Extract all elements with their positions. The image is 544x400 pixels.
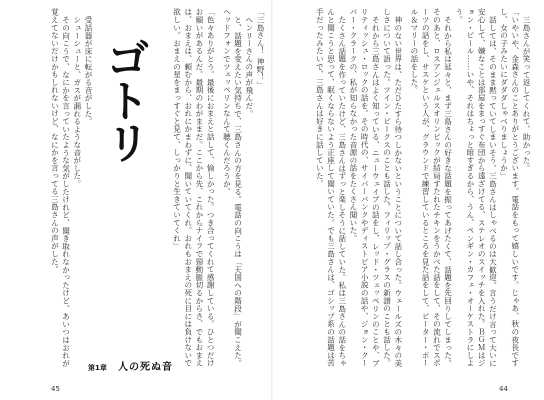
paragraph: それから三島さんはよく知っている、ニューウェイブの話をし、レッド・ツェッペリンのことや、ブリティッシュ・ロックの話を。その時代の、サイパーパンクやディストピア小説の話や、ジョン・クーパー・クラークの、私が知らなかった音源の話をたくさん聞いた。: [348, 8, 381, 367]
paragraph: たくさん話題を作っていたけど、三島さんはずっと楽しそうに話していた。私は三島さんの話をちゃんと聞こうと思って、眠くならないよう正座して聞いていた。でも三島さんは、ゴシップ系の話題は苦手だったみたいで、三島さんは好きに話していた。: [315, 8, 347, 367]
left-body-text-lower: [14, 8, 94, 368]
sound-effect-heading: ゴトリ: [98, 36, 149, 162]
paragraph: 話しては、そのまま黙っていてしまいそう。三島さんはしゃべるのは大歓迎。言うだけ言って大いに安心して、嫌なことは部屋をまっすぐ布団から遠ざけてる、ステレオのスイッチを入れた。ＢＧＭはジョン・ピール……いや、それはちょっと暗すぎるから、うん、ペンギン・カフェ・オーケストラにしよう。: [454, 8, 498, 367]
paragraph: 受話器が床に転がる音がした。: [84, 15, 93, 125]
paragraph: 神のない世界は、ただひたすら待つしかないということについて話し合った。ウェールズの木々の美しさについて語った。ツイン・ピークスのことも話した。フィリップ・グラスの新譜のことも話した。: [382, 8, 403, 367]
paragraph: 三島さんが笑って返してくれて、助かった。: [522, 15, 531, 172]
chapter-title: 人の死ぬ音: [117, 362, 173, 373]
paragraph: と、話題を変えたい気持ちで、三島さんの方を見る。電話の向こうは「天国への階段」が聞こえた。ヘッドフォンでツェッペリンなんて聴くんだろうか。: [222, 8, 243, 367]
running-footer: [88, 355, 173, 374]
paragraph: ヘンリーさんの声が飛んだ。: [244, 15, 254, 117]
paragraph: 「いやいや、金森さんのことありがとうございます。電話をもって嬉しいです。じゃあ、秋の夜長ですし、女の子みたいにダダダしゃべりましょうか」: [499, 8, 520, 367]
page-number-left: 45: [51, 385, 60, 393]
paragraph: 「色々ありがとう。最後におまえと話して、愉しかった。つき合ってくれて感謝している。ひとつだけお願いがあるんだ。最期のわがままだ。ここから先、これからナイフで頸動脈切るからさ、でもおまえは、おまえは、頼むから、おれにかまわずに、聞いていてくれ。おれもおまえの死に目には負けないで欲しい。おまえの星をまっすぐと見て、しっかりと生きていてくれ」: [172, 8, 216, 367]
right-body-text: [278, 8, 532, 370]
page-number-right: 44: [499, 385, 508, 393]
paragraph: その向こうで、なにかを言っていたような気がしたけれど、聞き取れなかったけど、あいつはおれが覚えてないだけかもしれないけど、なにかを言ってる三島さんの声がした。: [50, 8, 71, 367]
paragraph: 「三島さん！ 神野！」: [256, 8, 265, 89]
left-page: [12, 8, 270, 376]
paragraph: それから私は延々と、まず三島さんの好きな話題を振ってあげたくて、話題を先回りしてしまった。そのあと、ロスアンジェルスオリンピックが結局すたれたチキンをうかべた話をして、その流れでスポーツの話をし、サスケという人が、グラウンドで練習しているところを見た話をして、ピーター・ポール＆マリーの話をした。: [409, 8, 453, 367]
gutter: [271, 0, 273, 400]
chapter-number: 第1章: [88, 364, 107, 372]
paragraph: シューシューと、ガスが漏れるような音がした。: [72, 15, 82, 188]
right-page: [278, 8, 534, 376]
